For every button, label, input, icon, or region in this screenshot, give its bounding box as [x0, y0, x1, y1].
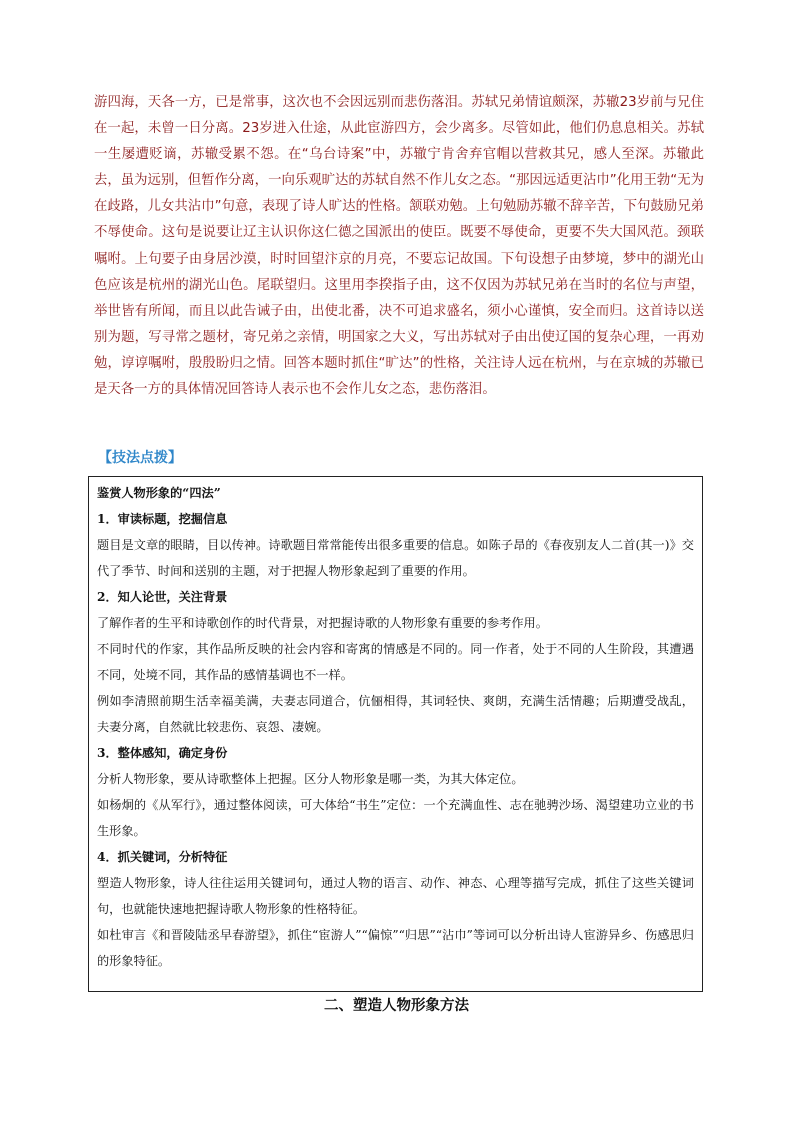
tip-2-title: 2．知人论世，关注背景 — [97, 590, 228, 604]
technique-tips-box — [88, 476, 703, 992]
tip-3-body-2: 如杨炯的《从军行》，通过整体阅读，可大体给“书生”定位：一个充满血性、志在驰骋沙场、渴望建功立业的书生形象。 — [97, 798, 694, 838]
tips-heading: 鉴赏人物形象的“四法” — [97, 486, 221, 500]
tip-1-body: 题目是文章的眼睛，目以传神。诗歌题目常常能传出很多重要的信息。如陈子昂的《春夜别友人二首(其一)》交代了季节、时间和送别的主题，对于把握人物形象起到了重要的作用。 — [97, 538, 694, 578]
tip-1-title: 1．审读标题，挖掘信息 — [97, 512, 228, 526]
tip-3-body-1: 分析人物形象，要从诗歌整体上把握。区分人物形象是哪一类，为其大体定位。 — [97, 772, 524, 786]
tip-2-body-1: 了解作者的生平和诗歌创作的时代背景，对把握诗歌的人物形象有重要的参考作用。 — [97, 616, 548, 630]
analysis-paragraph: 游四海，天各一方，已是常事，这次也不会因远别而悲伤落泪。苏轼兄弟情谊颇深，苏辙23岁前与兄住在一起，未曾一日分离。23岁进入仕途，从此宦游四方，会少离多。尽管如此，他们仍息息相关。苏轼一生屡遭贬谪，苏辙受累不怨。在“乌台诗案”中，苏辙宁肯舍弃官帽以营救其兄，感人至深。苏辙此去，虽为远别，但暂作分离，一向乐观旷达的苏轼自然不作儿女之态。“那因远适更沾巾”化用王勃“无为在歧路，儿女共沾巾”句意，表现了诗人旷达的性格。颔联劝勉。上句勉励苏辙不辞辛苦，下句鼓励兄弟不辱使命。这句是说要让辽主认识你这仁德之国派出的使臣。既要不辱使命，更要不失大国风范。颈联嘱咐。上句要子由身居沙漠，时时回望汴京的月亮，不要忘记故国。下句设想子由梦境，梦中的湖光山色应该是杭州的湖光山色。尾联望归。这里用李揆指子由，这不仅因为苏轼兄弟在当时的名位与声望，举世皆有所闻，而且以此告诫子由，出使北番，决不可追求盛名，须小心谨慎，安全而归。这首诗以送别为题，写寻常之题材，寄兄弟之亲情，明国家之大义，写出苏轼对子由出使辽国的复杂心理，一再劝勉，谆谆嘱咐，殷殷盼归之情。回答本题时抓住“旷达”的性格，关注诗人远在杭州，与在京城的苏辙已是天各一方的具体情况回答诗人表示也不会作儿女之态，悲伤落泪。 — [94, 95, 704, 398]
tip-4-body-2: 如杜审言《和晋陵陆丞早春游望》，抓住“宦游人”“偏惊”“归思”“沾巾”等词可以分析出诗人宦游异乡、伤感思归的形象特征。 — [97, 928, 694, 968]
section-subtitle: 二、塑造人物形象方法 — [324, 998, 469, 1014]
tip-2-body-2: 不同时代的作家，其作品所反映的社会内容和寄寓的情感是不同的。同一作者，处于不同的人生阶段，其遭遇不同，处境不同，其作品的感情基调也不一样。 — [97, 642, 694, 682]
tip-4-title: 4．抓关键词，分析特征 — [97, 850, 228, 864]
tip-4-body-1: 塑造人物形象，诗人往往运用关键词句，通过人物的语言、动作、神态、心理等描写完成，抓住了这些关键词句，也就能快速地把握诗歌人物形象的性格特征。 — [97, 876, 694, 916]
tip-2-body-3: 例如李清照前期生活幸福美满，夫妻志同道合，伉俪相得，其词轻快、爽朗，充满生活情趣；后期遭受战乱，夫妻分离，自然就比较悲伤、哀怨、凄婉。 — [97, 694, 694, 734]
section-tag-technique: 【技法点拨】 — [98, 450, 182, 466]
tip-3-title: 3．整体感知，确定身份 — [97, 746, 228, 760]
